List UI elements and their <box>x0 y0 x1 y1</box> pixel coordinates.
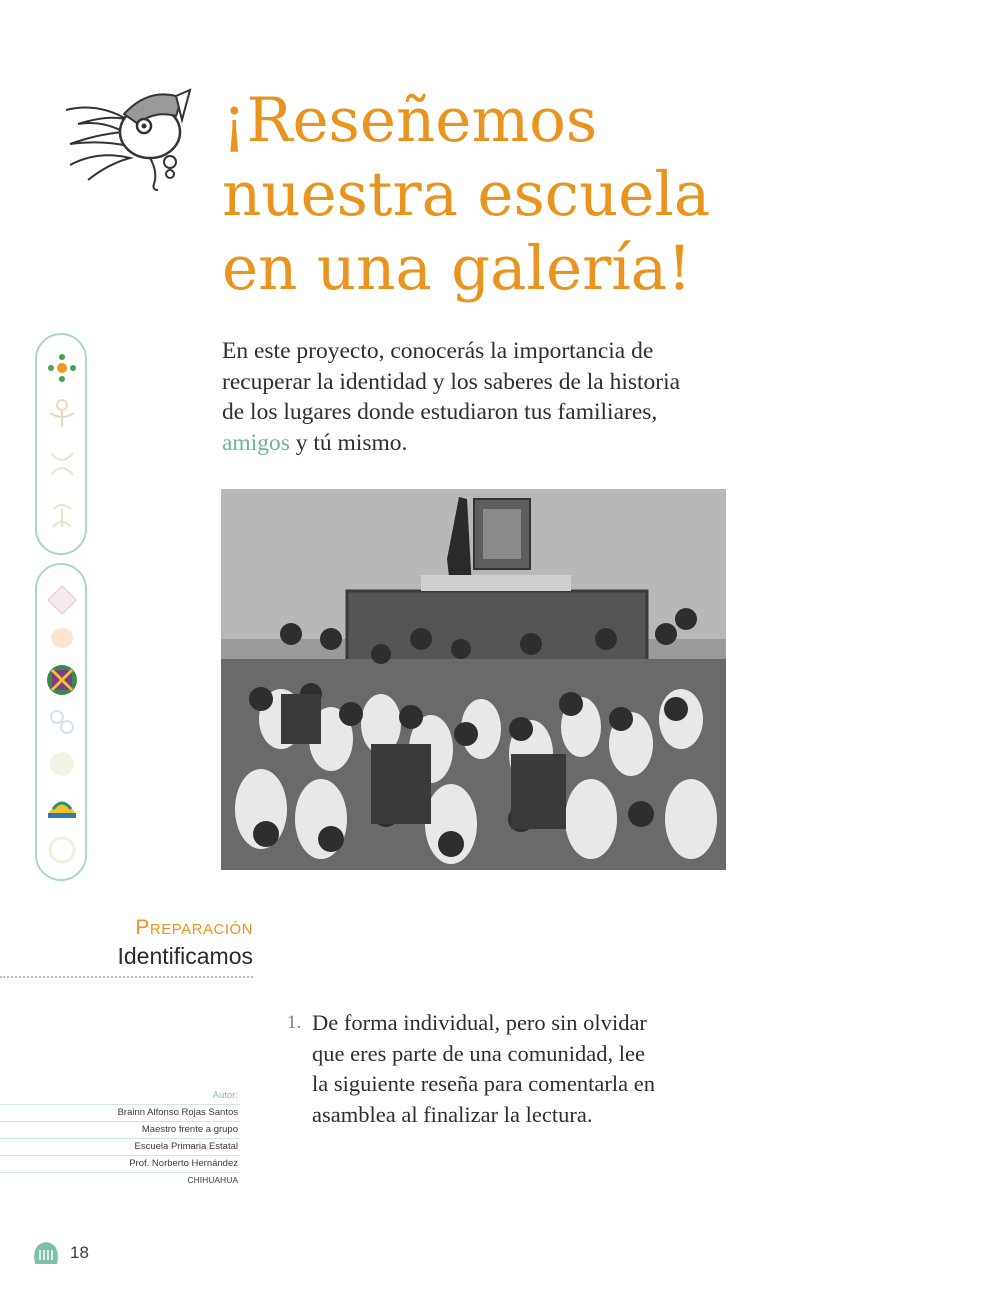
section-header <box>0 916 253 970</box>
turtle-shell-icon <box>45 791 79 825</box>
activity-number: 1. <box>287 1012 302 1033</box>
section-subtitle: Identificamos <box>117 943 253 969</box>
crossed-square-icon <box>45 663 79 697</box>
author-credits <box>0 1089 240 1189</box>
figure-icon <box>45 397 79 431</box>
author-school-name: Prof. Norberto Hernández <box>0 1155 240 1172</box>
title-line-1: ¡Reseñemos <box>222 85 598 156</box>
page-number: 18 <box>70 1243 89 1262</box>
title-line-3: en una galería! <box>222 233 692 304</box>
activity-line-4: asamblea al finalizar la lectura. <box>312 1101 593 1127</box>
diamond-icon <box>45 583 79 617</box>
author-role: Maestro frente a grupo <box>0 1121 240 1138</box>
activity-line-1: De forma individual, pero sin olvidar <box>312 1010 647 1035</box>
section-title: Preparación <box>135 916 253 939</box>
side-icon-column-upper <box>35 333 87 555</box>
activity-item <box>287 1008 667 1130</box>
circle-icon <box>45 833 79 867</box>
decorative-glyph-icon <box>58 80 198 195</box>
title-line-2: nuestra escuela <box>222 159 711 230</box>
author-school: Escuela Primaria Estatal <box>0 1138 240 1155</box>
intro-line-2: recuperar la identidad y los saberes de la historia <box>222 368 681 395</box>
activity-line-2: que eres parte de una comunidad, lee <box>312 1040 645 1066</box>
head-icon <box>45 623 79 657</box>
intro-line-3: de los lugares donde estudiaron tus familiares, <box>222 399 658 425</box>
page-badge-icon <box>31 1240 61 1266</box>
infinity-icon <box>45 705 79 739</box>
side-icon-column-lower <box>35 563 87 881</box>
circle-icon <box>45 747 79 781</box>
author-name: Brainn Alfonso Rojas Santos <box>0 1104 240 1121</box>
section-divider <box>0 976 253 978</box>
page-title <box>222 84 922 306</box>
figure-icon <box>45 447 79 481</box>
intro-highlight-word: amigos <box>222 429 290 456</box>
intro-line-1: En este proyecto, conocerás la importancia de <box>222 338 654 364</box>
author-label: Autor: <box>212 1090 238 1101</box>
flower-icon <box>45 351 79 385</box>
intro-line-4: y tú mismo. <box>289 429 408 456</box>
figure-icon <box>45 499 79 533</box>
intro-paragraph <box>222 336 692 458</box>
author-state: CHIHUAHUA <box>0 1172 240 1189</box>
activity-line-3: la siguiente reseña para comentarla en <box>312 1071 655 1096</box>
class-photo <box>221 489 726 870</box>
